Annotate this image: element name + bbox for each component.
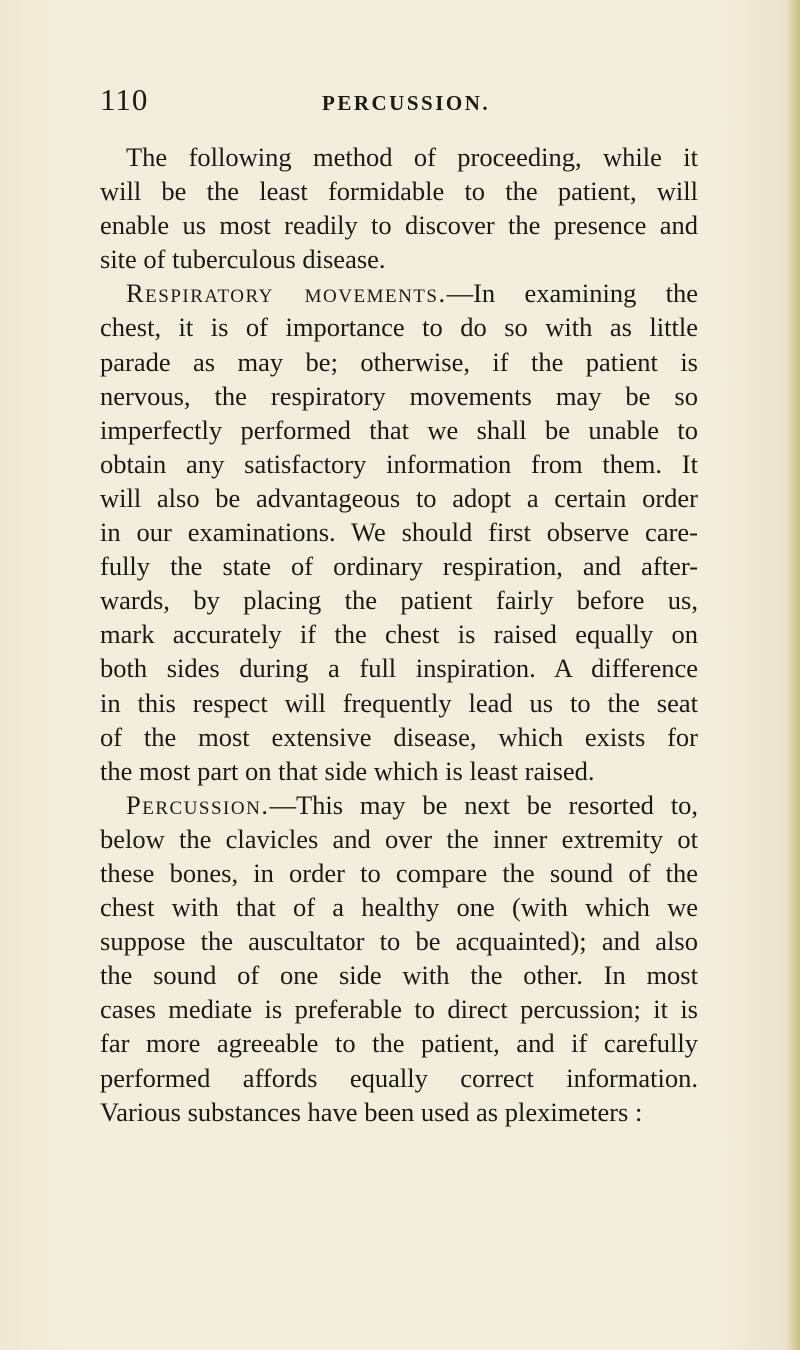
text-line: chest, it is of importance to do so with as little [100, 312, 698, 343]
text-line: obtain any satisfactory information from them. It [100, 448, 698, 479]
page-edge [786, 0, 800, 1350]
section-heading-percussion: Percussion. [126, 789, 270, 820]
text-line: imperfectly performed that we shall be unable to [100, 414, 698, 445]
text-line: suppose the auscultator to be acquainted); and also [100, 926, 698, 957]
text-line-section-start [100, 788, 698, 822]
text-line: Various substances have been used as pleximeters : [100, 1096, 643, 1127]
text-line: in this respect will frequently lead us to the seat [100, 687, 698, 718]
page-header [100, 82, 700, 122]
text-line: in our examinations. We should first observe care- [100, 517, 698, 548]
page-number: 110 [100, 82, 149, 117]
text-line: fully the state of ordinary respiration, and after- [100, 551, 698, 582]
text-line: cases mediate is preferable to direct percussion; it is [100, 994, 698, 1025]
text-line: both sides during a full inspiration. A difference [100, 653, 698, 684]
text-line: below the clavicles and over the inner extremity ot [100, 823, 698, 854]
text-line: site of tuberculous disease. [100, 244, 386, 275]
text-line: these bones, in order to compare the sound of the [100, 857, 698, 888]
text-line: The following method of proceeding, while it [126, 142, 698, 172]
text-line: will be the least formidable to the patient, will [100, 176, 698, 207]
text-line: nervous, the respiratory movements may be so [100, 380, 698, 411]
text-line: the sound of one side with the other. In most [100, 960, 698, 991]
text-line: of the most extensive disease, which exists for [100, 721, 698, 752]
text-line: enable us most readily to discover the presence and [100, 210, 698, 241]
text-line: the most part on that side which is least raised. [100, 755, 595, 786]
text-line: parade as may be; otherwise, if the patient is [100, 346, 698, 377]
section-text: —In examining the [446, 278, 698, 309]
text-line: mark accurately if the chest is raised equally on [100, 619, 698, 650]
text-line: performed affords equally correct information. [100, 1062, 698, 1093]
section-heading-respiratory-movements: Respiratory movements. [126, 278, 447, 309]
running-head: PERCUSSION. [322, 91, 491, 115]
text-line: chest with that of a healthy one (with which we [100, 892, 698, 923]
section-text: —This may be next be resorted to, [269, 789, 698, 820]
body-text [100, 140, 698, 1129]
text-line: wards, by placing the patient fairly before us, [100, 585, 698, 616]
text-line-section-start [100, 276, 698, 310]
text-line: far more agreeable to the patient, and if carefully [100, 1028, 698, 1059]
text-line: will also be advantageous to adopt a certain order [100, 482, 698, 513]
